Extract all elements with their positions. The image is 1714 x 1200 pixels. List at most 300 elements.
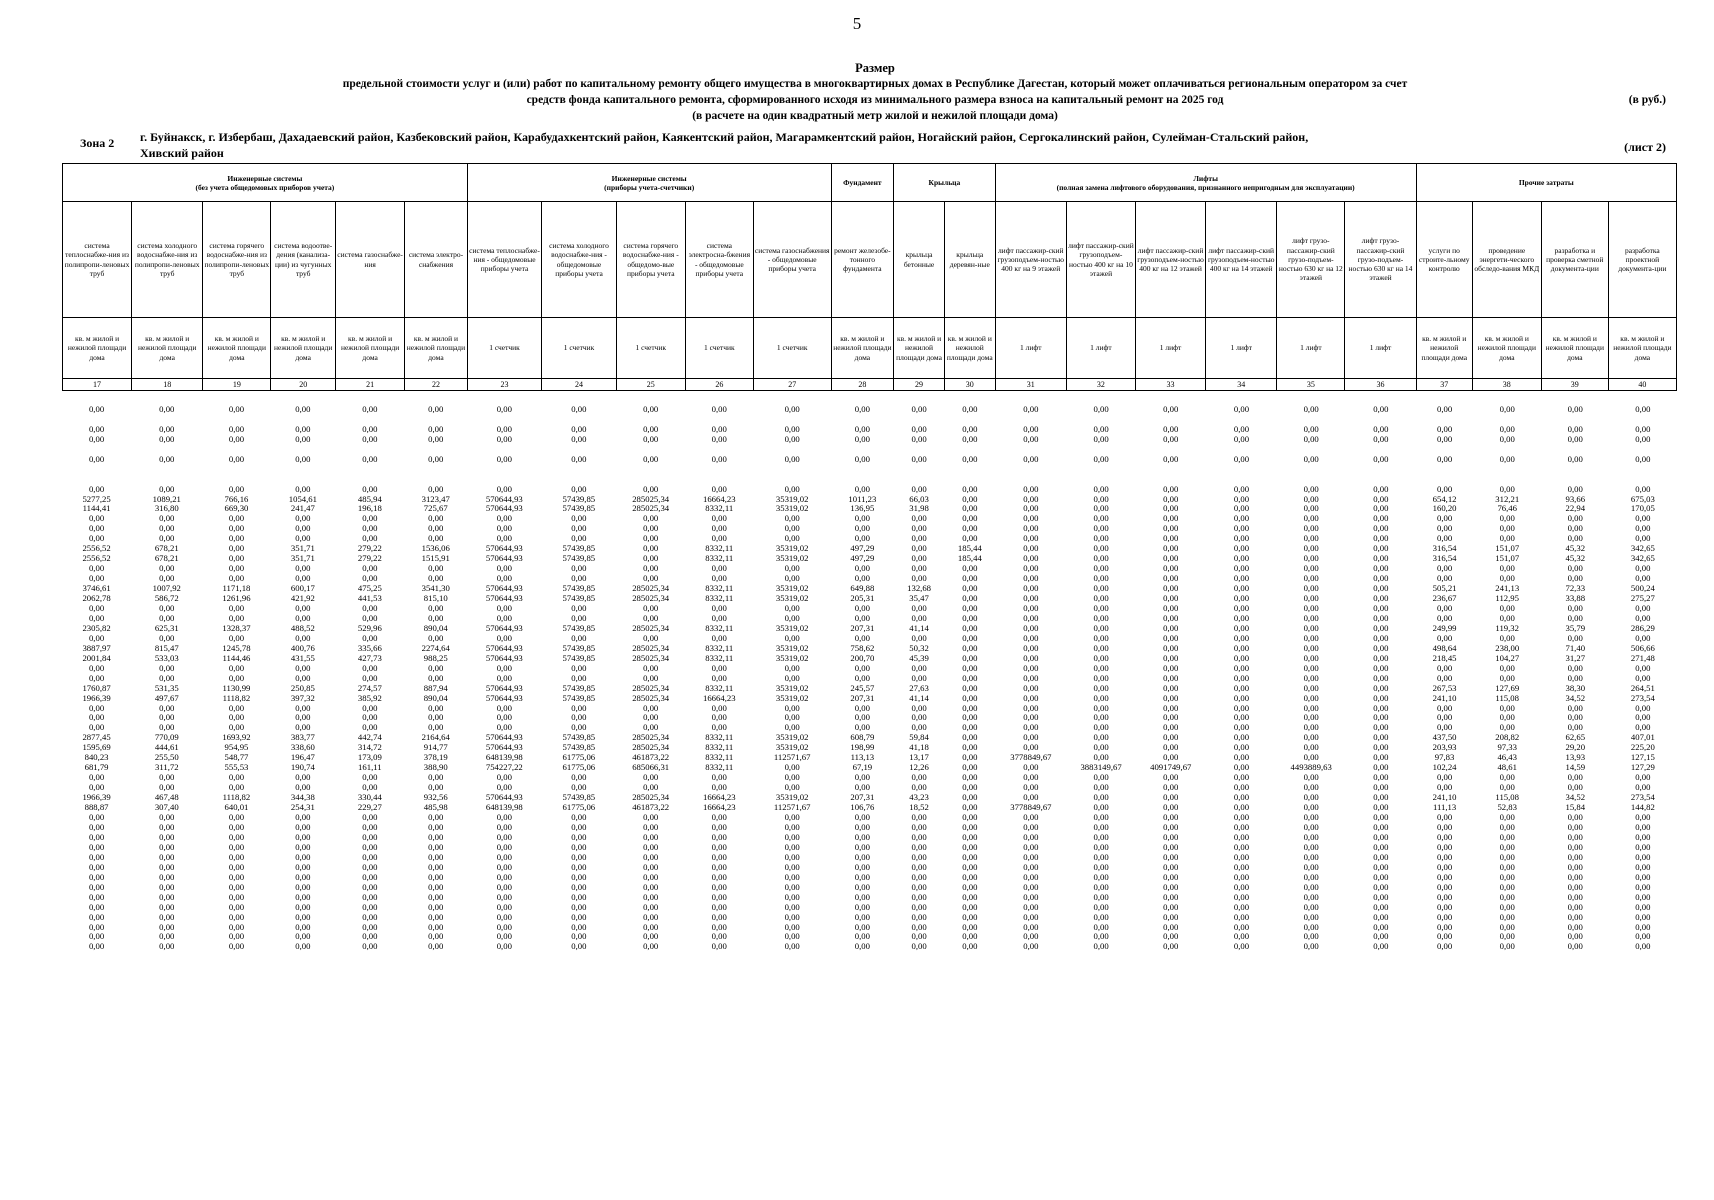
value-cell: 0,00 [1023, 692, 1039, 703]
value-cell: 0,00 [1233, 583, 1250, 594]
value-cell: 0,00 [428, 513, 444, 524]
value-cell: 249,99 [1432, 622, 1457, 633]
value-cell: 0,00 [571, 632, 587, 643]
value-cell: 0,00 [1023, 433, 1039, 444]
value-cell: 316,54 [1432, 553, 1457, 564]
unit-header: 1 лифт [1277, 318, 1345, 379]
value-cell: 0,00 [1303, 931, 1319, 942]
value-cell: 0,00 [295, 821, 311, 832]
value-cell: 0,00 [911, 861, 927, 872]
value-cell: 0,00 [1023, 612, 1039, 623]
value-cell: 0,00 [962, 642, 978, 653]
value-cell: 0,00 [1163, 652, 1179, 663]
value-cell: 0,00 [1499, 722, 1515, 733]
value-cell: 0,00 [228, 533, 245, 544]
value-cell: 0,00 [1233, 941, 1250, 952]
value-cell: 0,00 [88, 722, 105, 733]
value-cell: 0,00 [1635, 712, 1651, 723]
value-cell: 0,00 [784, 901, 800, 912]
value-cell: 285025,34 [632, 682, 670, 693]
value-cell: 13,17 [909, 752, 929, 763]
value-cell: 0,00 [1635, 772, 1651, 783]
value-cell: 0,00 [1163, 513, 1179, 524]
value-cell: 0,00 [571, 851, 587, 862]
value-cell: 0,00 [1373, 931, 1389, 942]
value-cell: 0,00 [1303, 553, 1319, 564]
value-cell: 1118,82 [222, 792, 251, 803]
value-cell: 0,00 [1093, 772, 1109, 783]
value-cell: 0,00 [784, 841, 800, 852]
value-cell [831, 465, 894, 475]
value-cell: 0,00 [643, 483, 659, 494]
value-cell: 0,00 [784, 662, 800, 673]
value-cell: 0,00 [962, 533, 978, 544]
value-cell: 0,00 [1233, 563, 1250, 574]
value-cell: 0,00 [362, 612, 378, 623]
value-cell: 0,00 [784, 772, 800, 783]
value-cell: 1536,06 [421, 543, 450, 554]
value-cell: 0,00 [1373, 871, 1389, 882]
value-cell: 400,76 [290, 642, 315, 653]
value-cell: 529,96 [357, 622, 382, 633]
value-cell: 0,00 [1635, 821, 1651, 832]
value-cell: 97,33 [1497, 742, 1517, 753]
value-cell: 0,00 [88, 871, 105, 882]
value-cell: 0,00 [1635, 931, 1651, 942]
column-header: система теплоснабже-ния - общедомовые приборы учета [467, 202, 541, 318]
value-cell: 0,00 [159, 881, 175, 892]
value-cell: 0,00 [1303, 861, 1319, 872]
value-cell: 0,00 [496, 662, 512, 673]
zone-label: Зона 2 [80, 136, 115, 150]
value-cell: 890,04 [423, 692, 448, 703]
value-cell: 0,00 [228, 612, 245, 623]
value-cell: 0,00 [228, 672, 245, 683]
value-cell: 0,00 [571, 831, 587, 842]
value-cell: 0,00 [1303, 901, 1319, 912]
value-cell: 0,00 [428, 931, 444, 942]
value-cell: 0,00 [711, 533, 727, 544]
value-cell: 1054,61 [288, 493, 317, 504]
value-cell: 0,00 [962, 901, 978, 912]
value-cell: 342,65 [1630, 553, 1655, 564]
value-cell: 0,00 [784, 762, 800, 773]
value-cell: 1966,39 [82, 692, 111, 703]
value-cell: 0,00 [911, 881, 927, 892]
value-cell: 0,00 [362, 881, 378, 892]
value-cell: 0,00 [1093, 652, 1109, 663]
column-number: 27 [753, 379, 831, 391]
value-cell: 0,00 [1567, 831, 1583, 842]
value-cell: 0,00 [962, 483, 978, 494]
value-cell: 0,00 [428, 941, 444, 952]
value-cell: 0,00 [962, 662, 978, 673]
value-cell: 475,25 [357, 583, 382, 594]
column-number: 32 [1066, 379, 1135, 391]
value-cell: 0,00 [1023, 812, 1039, 823]
value-cell: 0,00 [1163, 742, 1179, 753]
value-cell: 0,00 [295, 931, 311, 942]
value-cell: 285025,34 [632, 503, 670, 514]
value-cell: 0,00 [643, 871, 659, 882]
value-cell: 0,00 [362, 603, 378, 613]
value-cell: 0,00 [1373, 652, 1389, 663]
unit-header: кв. м жилой и нежилой площади дома [405, 318, 468, 379]
value-cell: 0,00 [1567, 483, 1583, 494]
value-cell: 0,00 [784, 483, 800, 494]
value-cell: 0,00 [1436, 722, 1453, 733]
value-cell: 0,00 [1023, 891, 1039, 902]
value-cell: 0,00 [1635, 812, 1651, 823]
value-cell: 0,00 [295, 861, 311, 872]
column-number: 31 [995, 379, 1066, 391]
value-cell: 0,00 [1303, 921, 1319, 932]
value-cell: 0,00 [711, 523, 727, 534]
value-cell: 0,00 [1163, 404, 1179, 414]
value-cell: 0,00 [428, 533, 444, 544]
value-cell: 0,00 [1303, 483, 1319, 494]
value-cell: 0,00 [1373, 513, 1389, 524]
value-cell: 0,00 [643, 523, 659, 534]
value-cell: 0,00 [854, 722, 870, 733]
value-cell: 0,00 [711, 722, 727, 733]
value-cell: 669,30 [224, 503, 249, 514]
value-cell: 0,00 [428, 921, 444, 932]
value-cell: 0,00 [159, 851, 175, 862]
column-number: 39 [1541, 379, 1608, 391]
value-cell: 0,00 [1023, 921, 1039, 932]
value-cell: 0,00 [711, 702, 727, 713]
value-cell: 0,00 [159, 812, 175, 823]
value-cell: 0,00 [1436, 672, 1453, 683]
value-cell: 0,00 [1567, 782, 1583, 793]
value-cell: 0,00 [496, 672, 512, 683]
value-cell: 0,00 [228, 821, 245, 832]
value-cell: 0,00 [88, 891, 105, 902]
value-cell: 0,00 [159, 563, 175, 574]
value-cell: 35,47 [909, 593, 929, 604]
value-cell: 0,00 [1373, 742, 1389, 753]
value-cell: 0,00 [1233, 871, 1250, 882]
value-cell: 72,33 [1565, 583, 1586, 594]
zone-description: г. Буйнакск, г. Избербаш, Дахадаевский район, Казбековский район, Карабудахкентский район, Каякентский район, Магарамкентский район, Ногайский район, Сергокалинский район, Сулейман-Стальский район, Хивский район [140, 130, 1309, 160]
value-cell: 488,52 [290, 622, 315, 633]
value-cell: 0,00 [1635, 423, 1651, 434]
value-cell: 0,00 [362, 911, 378, 922]
value-cell: 0,00 [1093, 423, 1109, 434]
column-header: система холодного водоснабже-ния - общедомовые приборы учета [542, 202, 616, 318]
value-cell: 2877,45 [82, 732, 111, 743]
value-cell: 0,00 [428, 404, 444, 414]
value-cell: 241,10 [1432, 692, 1457, 703]
value-cell: 1089,21 [152, 493, 181, 504]
value-cell: 0,00 [854, 513, 870, 524]
value-cell: 0,00 [295, 772, 311, 783]
value-cell: 151,07 [1495, 553, 1520, 564]
value-cell: 0,00 [295, 881, 311, 892]
value-cell: 0,00 [228, 404, 245, 414]
value-cell: 0,00 [428, 523, 444, 534]
value-cell: 8332,11 [705, 553, 734, 564]
value-cell: 0,00 [784, 891, 800, 902]
value-cell: 151,07 [1495, 543, 1520, 554]
value-cell: 0,00 [962, 612, 978, 623]
value-cell: 0,00 [571, 523, 587, 534]
value-cell: 0,00 [1233, 642, 1250, 653]
value-cell: 0,00 [643, 672, 659, 683]
value-cell: 0,00 [159, 712, 175, 723]
value-cell: 0,00 [1303, 493, 1319, 504]
value-cell: 0,00 [911, 672, 927, 683]
unit-header: 1 лифт [1206, 318, 1277, 379]
value-cell: 0,00 [854, 881, 870, 892]
unit-header: кв. м жилой и нежилой площади дома [203, 318, 271, 379]
value-cell: 35319,02 [775, 543, 809, 554]
value-cell: 0,00 [496, 513, 512, 524]
value-cell: 0,00 [643, 662, 659, 673]
value-cell: 0,00 [88, 841, 105, 852]
value-cell: 0,00 [1233, 404, 1250, 414]
value-cell [62, 465, 131, 475]
value-cell: 41,18 [909, 742, 929, 753]
value-cell: 444,61 [154, 742, 179, 753]
value-cell: 0,00 [962, 513, 978, 524]
value-cell: 0,00 [1436, 513, 1453, 524]
value-cell: 160,20 [1432, 503, 1457, 514]
value-cell: 770,09 [154, 732, 179, 743]
value-cell: 0,00 [496, 881, 512, 892]
value-cell: 0,00 [159, 523, 175, 534]
value-cell: 0,00 [1233, 821, 1250, 832]
value-cell: 0,00 [1163, 702, 1179, 713]
value-cell: 0,00 [1163, 453, 1179, 464]
value-cell: 0,00 [1163, 493, 1179, 504]
value-cell: 0,00 [962, 782, 978, 793]
value-cell: 0,00 [911, 911, 927, 922]
value-cell: 0,00 [1023, 762, 1039, 773]
value-cell: 0,00 [1163, 792, 1179, 803]
value-cell: 0,00 [1093, 682, 1109, 693]
unit-header: кв. м жилой и нежилой площади дома [132, 318, 203, 379]
value-cell: 0,00 [1093, 553, 1109, 564]
value-cell: 0,00 [1499, 871, 1515, 882]
value-cell: 570644,93 [485, 503, 523, 514]
value-cell: 0,00 [854, 941, 870, 952]
value-cell: 0,00 [1436, 841, 1453, 852]
value-cell: 0,00 [88, 851, 105, 862]
value-cell: 316,54 [1432, 543, 1457, 554]
value-cell: 0,00 [962, 792, 978, 803]
units-note: (в руб.) [1628, 94, 1666, 106]
value-cell: 0,00 [159, 603, 175, 613]
value-cell: 0,00 [643, 941, 659, 952]
value-cell: 0,00 [1373, 821, 1389, 832]
value-cell: 0,00 [1023, 622, 1039, 633]
value-cell: 0,00 [1093, 931, 1109, 942]
value-cell: 0,00 [1373, 772, 1389, 783]
value-cell: 285025,34 [632, 622, 670, 633]
value-cell [202, 465, 270, 475]
value-cell: 0,00 [854, 911, 870, 922]
value-cell: 0,00 [643, 612, 659, 623]
value-cell: 274,57 [357, 682, 382, 693]
value-cell: 0,00 [962, 404, 978, 414]
value-cell: 0,00 [1023, 931, 1039, 942]
value-cell: 0,00 [911, 921, 927, 932]
value-cell: 0,00 [496, 821, 512, 832]
value-cell: 0,00 [496, 891, 512, 902]
value-cell: 0,00 [88, 523, 105, 534]
value-cell: 245,57 [850, 682, 875, 693]
value-cell: 0,00 [1499, 573, 1515, 584]
column-number: 34 [1206, 379, 1277, 391]
value-cell: 0,00 [159, 453, 175, 464]
value-cell: 0,00 [88, 483, 105, 494]
value-cell: 0,00 [1373, 672, 1389, 683]
value-cell: 0,00 [428, 483, 444, 494]
value-cell: 0,00 [295, 712, 311, 723]
value-cell: 0,00 [784, 851, 800, 862]
value-cell: 0,00 [1023, 861, 1039, 872]
value-cell: 0,00 [643, 453, 659, 464]
value-cell: 0,00 [362, 662, 378, 673]
value-cell: 0,00 [643, 861, 659, 872]
value-cell: 57439,85 [562, 742, 596, 753]
value-cell: 0,00 [295, 533, 311, 544]
value-cell: 254,31 [290, 802, 315, 813]
value-cell: 0,00 [962, 732, 978, 743]
value-cell: 0,00 [1023, 831, 1039, 842]
value-cell: 0,00 [1567, 573, 1583, 584]
column-group-header: Крыльца [894, 164, 995, 202]
value-cell: 0,00 [571, 453, 587, 464]
value-cell: 0,00 [1373, 941, 1389, 952]
value-cell: 0,00 [1303, 911, 1319, 922]
value-cell: 0,00 [784, 722, 800, 733]
value-cell: 0,00 [711, 662, 727, 673]
value-cell: 1171,18 [222, 583, 251, 594]
value-cell: 8332,11 [705, 642, 734, 653]
value-cell: 0,00 [1023, 662, 1039, 673]
value-cell: 0,00 [1436, 523, 1453, 534]
value-cell: 0,00 [962, 802, 978, 813]
value-cell: 427,73 [357, 652, 382, 663]
value-cell: 0,00 [1499, 891, 1515, 902]
value-cell: 0,00 [962, 692, 978, 703]
value-cell: 0,00 [428, 632, 444, 643]
value-cell [1473, 465, 1542, 475]
value-cell: 0,00 [1635, 533, 1651, 544]
value-cell: 35319,02 [775, 732, 809, 743]
value-cell: 225,20 [1630, 742, 1655, 753]
value-cell: 111,13 [1432, 802, 1457, 813]
value-cell: 0,00 [571, 533, 587, 544]
value-cell: 0,00 [1233, 722, 1250, 733]
value-cell: 0,00 [711, 772, 727, 783]
value-cell: 0,00 [1373, 433, 1389, 444]
value-cell: 0,00 [428, 901, 444, 912]
value-cell: 0,00 [295, 941, 311, 952]
value-cell: 3778849,67 [1010, 802, 1052, 813]
value-cell: 0,00 [911, 423, 927, 434]
unit-header: 1 счетчик [753, 318, 831, 379]
value-cell: 0,00 [1635, 901, 1651, 912]
value-cell: 0,00 [1233, 881, 1250, 892]
value-cell: 0,00 [1303, 563, 1319, 574]
value-cell: 0,00 [1635, 513, 1651, 524]
value-cell: 0,00 [1163, 851, 1179, 862]
value-cell: 273,54 [1630, 692, 1655, 703]
value-cell [467, 465, 542, 475]
value-cell: 0,00 [228, 662, 245, 673]
value-cell: 0,00 [911, 931, 927, 942]
value-cell: 0,00 [1163, 692, 1179, 703]
value-cell: 0,00 [854, 712, 870, 723]
value-cell: 8332,11 [705, 752, 734, 763]
value-cell: 0,00 [1233, 772, 1250, 783]
value-cell: 335,66 [357, 642, 382, 653]
value-cell: 0,00 [1567, 423, 1583, 434]
value-cell: 57439,85 [562, 792, 596, 803]
value-cell: 0,00 [1163, 603, 1179, 613]
value-cell: 0,00 [1303, 573, 1319, 584]
value-cell: 0,00 [159, 404, 175, 414]
value-cell: 0,00 [159, 573, 175, 584]
value-cell: 267,53 [1432, 682, 1457, 693]
value-cell: 0,00 [1303, 752, 1319, 763]
value-cell: 198,99 [850, 742, 875, 753]
value-cell: 0,00 [88, 831, 105, 842]
value-cell: 0,00 [911, 612, 927, 623]
value-cell: 505,21 [1432, 583, 1457, 594]
value-cell: 0,00 [496, 841, 512, 852]
value-cell: 0,00 [1373, 732, 1389, 743]
value-cell: 0,00 [911, 553, 927, 564]
value-cell [1277, 465, 1345, 475]
value-cell: 0,00 [1093, 642, 1109, 653]
value-cell: 0,00 [1436, 662, 1453, 673]
value-cell: 0,00 [362, 632, 378, 643]
value-cell: 0,00 [911, 632, 927, 643]
value-cell: 0,00 [854, 821, 870, 832]
value-cell: 0,00 [1436, 782, 1453, 793]
unit-header: кв. м жилой и нежилой площади дома [63, 318, 132, 379]
value-cell: 76,46 [1497, 503, 1517, 514]
value-cell: 0,00 [1303, 583, 1319, 594]
value-cell: 0,00 [911, 573, 927, 584]
value-cell: 0,00 [643, 901, 659, 912]
value-cell: 4493889,63 [1290, 762, 1332, 773]
value-cell: 0,00 [1233, 861, 1250, 872]
value-cell: 0,00 [1233, 652, 1250, 663]
value-cell: 48,61 [1497, 762, 1517, 773]
value-cell: 0,00 [1499, 483, 1515, 494]
value-cell: 0,00 [88, 881, 105, 892]
value-cell: 758,62 [850, 642, 875, 653]
value-cell: 0,00 [962, 423, 978, 434]
value-cell: 500,24 [1630, 583, 1655, 594]
value-cell: 241,10 [1432, 792, 1457, 803]
value-cell: 0,00 [854, 603, 870, 613]
value-cell: 0,00 [1163, 662, 1179, 673]
value-cell: 1966,39 [82, 792, 111, 803]
value-cell: 0,00 [88, 782, 105, 793]
value-cell: 0,00 [1303, 802, 1319, 813]
value-cell: 15,84 [1565, 802, 1586, 813]
value-cell: 0,00 [1436, 941, 1453, 952]
value-cell: 0,00 [711, 603, 727, 613]
value-cell: 0,00 [1093, 792, 1109, 803]
